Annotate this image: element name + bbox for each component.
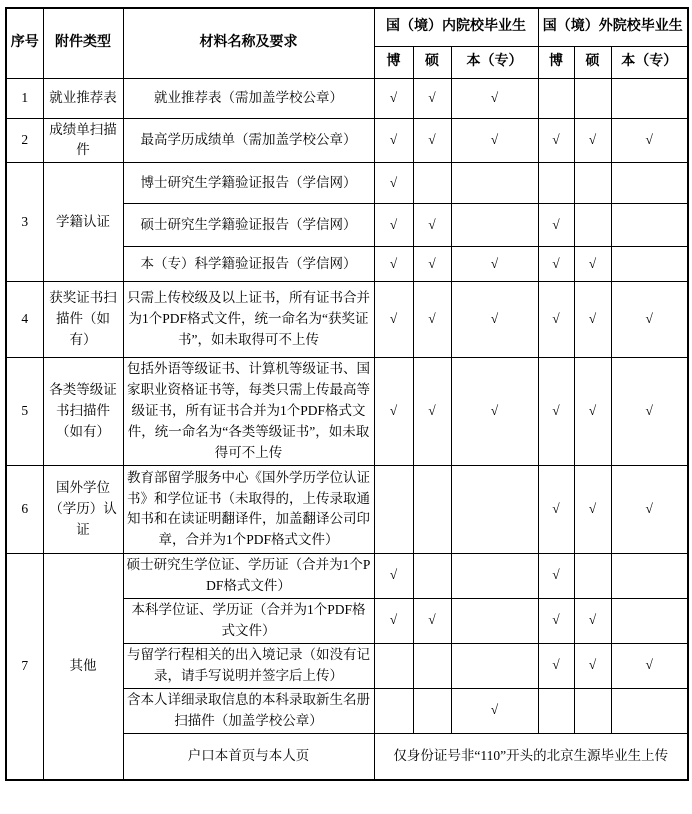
- cell-check: √: [374, 282, 413, 358]
- cell-no: 5: [6, 358, 43, 466]
- cell-no: 3: [6, 163, 43, 282]
- cell-check: √: [413, 247, 451, 282]
- cell-no: 2: [6, 118, 43, 163]
- cell-check: √: [413, 204, 451, 247]
- cell-check: [611, 553, 688, 598]
- cell-check: √: [538, 465, 574, 553]
- cell-check: [451, 598, 538, 643]
- cell-material: 本（专）科学籍验证报告（学信网）: [123, 247, 374, 282]
- cell-material: 户口本首页与本人页: [123, 733, 374, 780]
- table-row: [6, 163, 688, 204]
- cell-check: [574, 688, 611, 733]
- cell-check: √: [538, 247, 574, 282]
- cell-type: 就业推荐表: [43, 78, 123, 118]
- cell-check: √: [538, 358, 574, 466]
- cell-material: 包括外语等级证书、计算机等级证书、国家职业资格证书等，每类只需上传最高等级证书，所有证书合并为1个PDF格式文件，统一命名为“各类等级证书”，如未取得可不上传: [123, 358, 374, 466]
- cell-check: √: [611, 465, 688, 553]
- cell-check: √: [611, 643, 688, 688]
- cell-check: [574, 204, 611, 247]
- header-row-groups: [6, 8, 688, 46]
- cell-material: 博士研究生学籍验证报告（学信网）: [123, 163, 374, 204]
- cell-check: √: [413, 118, 451, 163]
- cell-check: √: [451, 688, 538, 733]
- cell-check: [574, 163, 611, 204]
- header-domestic-phd: 博: [374, 46, 413, 78]
- cell-type: 其他: [43, 553, 123, 780]
- cell-check: [413, 643, 451, 688]
- cell-check: [374, 465, 413, 553]
- cell-no: 1: [6, 78, 43, 118]
- cell-check: [413, 465, 451, 553]
- cell-check: √: [574, 118, 611, 163]
- cell-check: √: [413, 598, 451, 643]
- cell-check: √: [538, 204, 574, 247]
- header-foreign-master: 硕: [574, 46, 611, 78]
- cell-check: √: [374, 204, 413, 247]
- cell-check: [374, 688, 413, 733]
- header-domestic-bachelor: 本（专）: [451, 46, 538, 78]
- header-foreign-phd: 博: [538, 46, 574, 78]
- attachment-requirements-table: [5, 7, 689, 781]
- cell-check: √: [574, 358, 611, 466]
- cell-note: 仅身份证号非“110”开头的北京生源毕业生上传: [374, 733, 688, 780]
- cell-check: [611, 163, 688, 204]
- table-row: [6, 78, 688, 118]
- header-foreign-bachelor: 本（专）: [611, 46, 688, 78]
- cell-material: 只需上传校级及以上证书，所有证书合并为1个PDF格式文件，统一命名为“获奖证书”，如未取得可不上传: [123, 282, 374, 358]
- cell-type: 各类等级证书扫描件（如有）: [43, 358, 123, 466]
- cell-check: √: [538, 118, 574, 163]
- cell-check: √: [611, 118, 688, 163]
- cell-check: √: [574, 598, 611, 643]
- cell-check: [611, 598, 688, 643]
- cell-check: [611, 688, 688, 733]
- cell-no: 6: [6, 465, 43, 553]
- cell-check: [538, 78, 574, 118]
- cell-check: √: [451, 358, 538, 466]
- cell-no: 4: [6, 282, 43, 358]
- cell-check: √: [538, 643, 574, 688]
- cell-check: √: [374, 163, 413, 204]
- cell-check: √: [574, 643, 611, 688]
- cell-check: [374, 643, 413, 688]
- cell-check: √: [538, 598, 574, 643]
- cell-check: √: [413, 358, 451, 466]
- cell-check: [574, 553, 611, 598]
- header-domestic-group: 国（境）内院校毕业生: [374, 8, 538, 46]
- cell-check: √: [451, 78, 538, 118]
- cell-check: [451, 465, 538, 553]
- cell-check: [451, 163, 538, 204]
- cell-check: √: [374, 358, 413, 466]
- cell-check: [611, 204, 688, 247]
- cell-check: √: [574, 247, 611, 282]
- cell-check: [538, 163, 574, 204]
- cell-check: √: [413, 282, 451, 358]
- cell-material: 就业推荐表（需加盖学校公章）: [123, 78, 374, 118]
- cell-check: [413, 688, 451, 733]
- cell-check: [611, 78, 688, 118]
- table-row: [6, 282, 688, 358]
- table-row: [6, 358, 688, 466]
- cell-check: √: [374, 78, 413, 118]
- cell-check: √: [538, 282, 574, 358]
- cell-no: 7: [6, 553, 43, 780]
- cell-type: 成绩单扫描件: [43, 118, 123, 163]
- cell-check: [451, 553, 538, 598]
- cell-material: 与留学行程相关的出入境记录（如没有记录，请手写说明并签字后上传）: [123, 643, 374, 688]
- cell-type: 国外学位（学历）认证: [43, 465, 123, 553]
- cell-check: √: [451, 118, 538, 163]
- cell-check: √: [451, 247, 538, 282]
- cell-material: 本科学位证、学历证（合并为1个PDF格式文件）: [123, 598, 374, 643]
- cell-check: √: [574, 465, 611, 553]
- cell-check: [538, 688, 574, 733]
- cell-material: 教育部留学服务中心《国外学历学位认证书》和学位证书（未取得的，上传录取通知书和在读证明翻译件，加盖翻译公司印章，合并为1个PDF格式文件）: [123, 465, 374, 553]
- table-row: [6, 465, 688, 553]
- cell-material: 含本人详细录取信息的本科录取新生名册扫描件（加盖学校公章）: [123, 688, 374, 733]
- cell-check: √: [374, 598, 413, 643]
- cell-material: 最高学历成绩单（需加盖学校公章）: [123, 118, 374, 163]
- cell-check: [451, 643, 538, 688]
- cell-check: [451, 204, 538, 247]
- cell-type: 学籍认证: [43, 163, 123, 282]
- cell-check: √: [611, 282, 688, 358]
- cell-check: √: [451, 282, 538, 358]
- cell-check: [413, 163, 451, 204]
- cell-check: [413, 553, 451, 598]
- cell-check: [611, 247, 688, 282]
- table-row: [6, 118, 688, 163]
- cell-check: √: [538, 553, 574, 598]
- cell-check: √: [374, 553, 413, 598]
- cell-check: √: [413, 78, 451, 118]
- cell-check: √: [374, 118, 413, 163]
- cell-material: 硕士研究生学位证、学历证（合并为1个PDF格式文件）: [123, 553, 374, 598]
- header-domestic-master: 硕: [413, 46, 451, 78]
- header-attachment-type: 附件类型: [43, 8, 123, 78]
- table-row: [6, 553, 688, 598]
- cell-check: √: [574, 282, 611, 358]
- cell-check: √: [374, 247, 413, 282]
- header-foreign-group: 国（境）外院校毕业生: [538, 8, 688, 46]
- cell-check: [574, 78, 611, 118]
- header-material: 材料名称及要求: [123, 8, 374, 78]
- cell-check: √: [611, 358, 688, 466]
- header-no: 序号: [6, 8, 43, 78]
- cell-type: 获奖证书扫描件（如有）: [43, 282, 123, 358]
- cell-material: 硕士研究生学籍验证报告（学信网）: [123, 204, 374, 247]
